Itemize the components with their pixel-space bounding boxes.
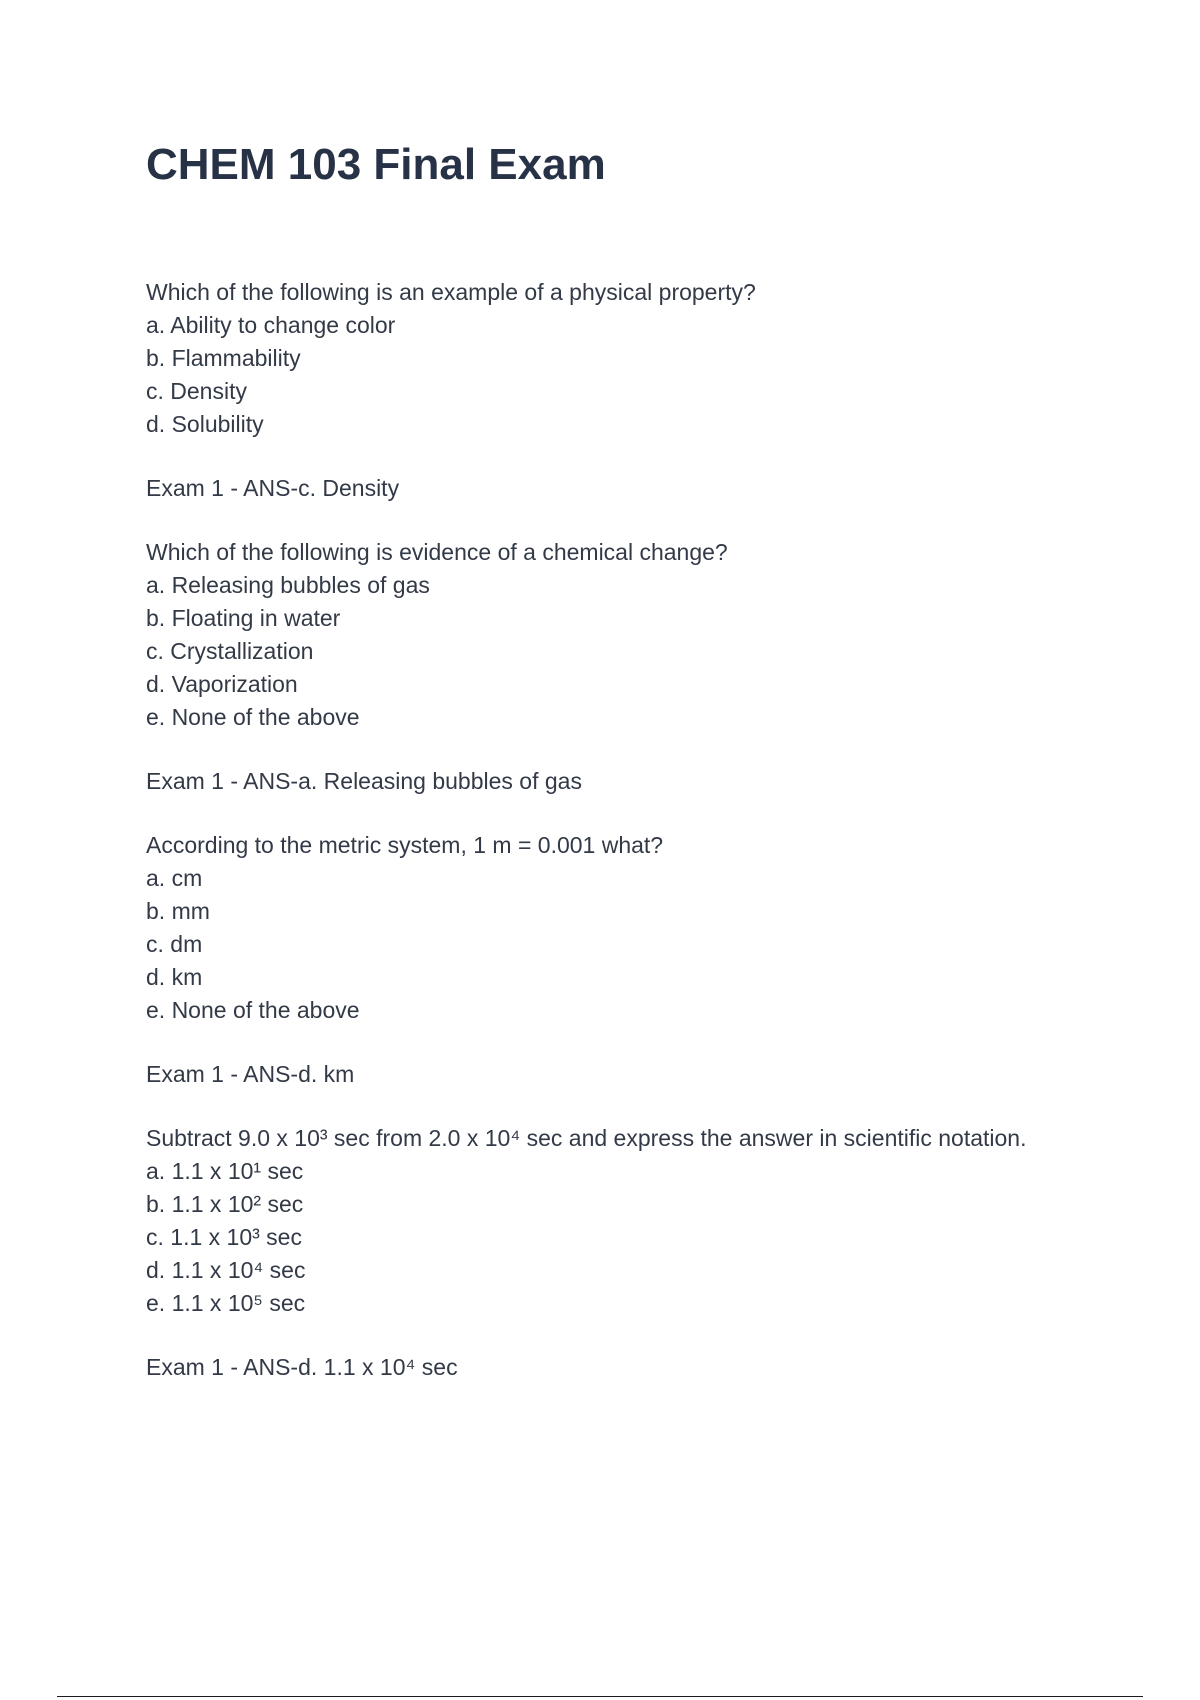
answer-option: d. Vaporization <box>146 671 298 697</box>
answer-option: e. None of the above <box>146 704 360 730</box>
question-block <box>146 536 1146 798</box>
question-list <box>146 276 1146 1415</box>
answer-option: a. Ability to change color <box>146 312 396 338</box>
answer-option: c. Density <box>146 378 247 404</box>
answer-option: c. Crystallization <box>146 638 314 664</box>
answer-option: a. 1.1 x 10¹ sec <box>146 1158 304 1184</box>
answer-option: e. None of the above <box>146 997 360 1023</box>
answer-option: a. Releasing bubbles of gas <box>146 572 430 598</box>
question-text: According to the metric system, 1 m = 0.001 what? <box>146 832 664 858</box>
question-text: Which of the following is an example of a physical property? <box>146 279 756 305</box>
answer-option: d. 1.1 x 10⁴ sec <box>146 1257 306 1283</box>
answer-key: Exam 1 - ANS-a. Releasing bubbles of gas <box>146 768 582 794</box>
answer-key: Exam 1 - ANS-c. Density <box>146 475 400 501</box>
page-title: CHEM 103 Final Exam <box>146 140 606 189</box>
answer-option: a. cm <box>146 865 203 891</box>
question-block <box>146 276 1146 505</box>
answer-option: b. Flammability <box>146 345 301 371</box>
answer-key: Exam 1 - ANS-d. km <box>146 1061 355 1087</box>
question-text: Which of the following is evidence of a chemical change? <box>146 539 728 565</box>
answer-option: d. Solubility <box>146 411 264 437</box>
answer-option: d. km <box>146 964 203 990</box>
answer-option: e. 1.1 x 10⁵ sec <box>146 1290 306 1316</box>
question-block <box>146 829 1146 1091</box>
question-text: Subtract 9.0 x 10³ sec from 2.0 x 10⁴ sec and express the answer in scientific notation. <box>146 1125 1027 1151</box>
answer-option: b. 1.1 x 10² sec <box>146 1191 304 1217</box>
answer-option: b. mm <box>146 898 210 924</box>
question-block <box>146 1122 1146 1384</box>
answer-key: Exam 1 - ANS-d. 1.1 x 10⁴ sec <box>146 1354 458 1380</box>
answer-option: b. Floating in water <box>146 605 341 631</box>
answer-option: c. 1.1 x 10³ sec <box>146 1224 302 1250</box>
footer-divider <box>57 1696 1143 1697</box>
answer-option: c. dm <box>146 931 203 957</box>
